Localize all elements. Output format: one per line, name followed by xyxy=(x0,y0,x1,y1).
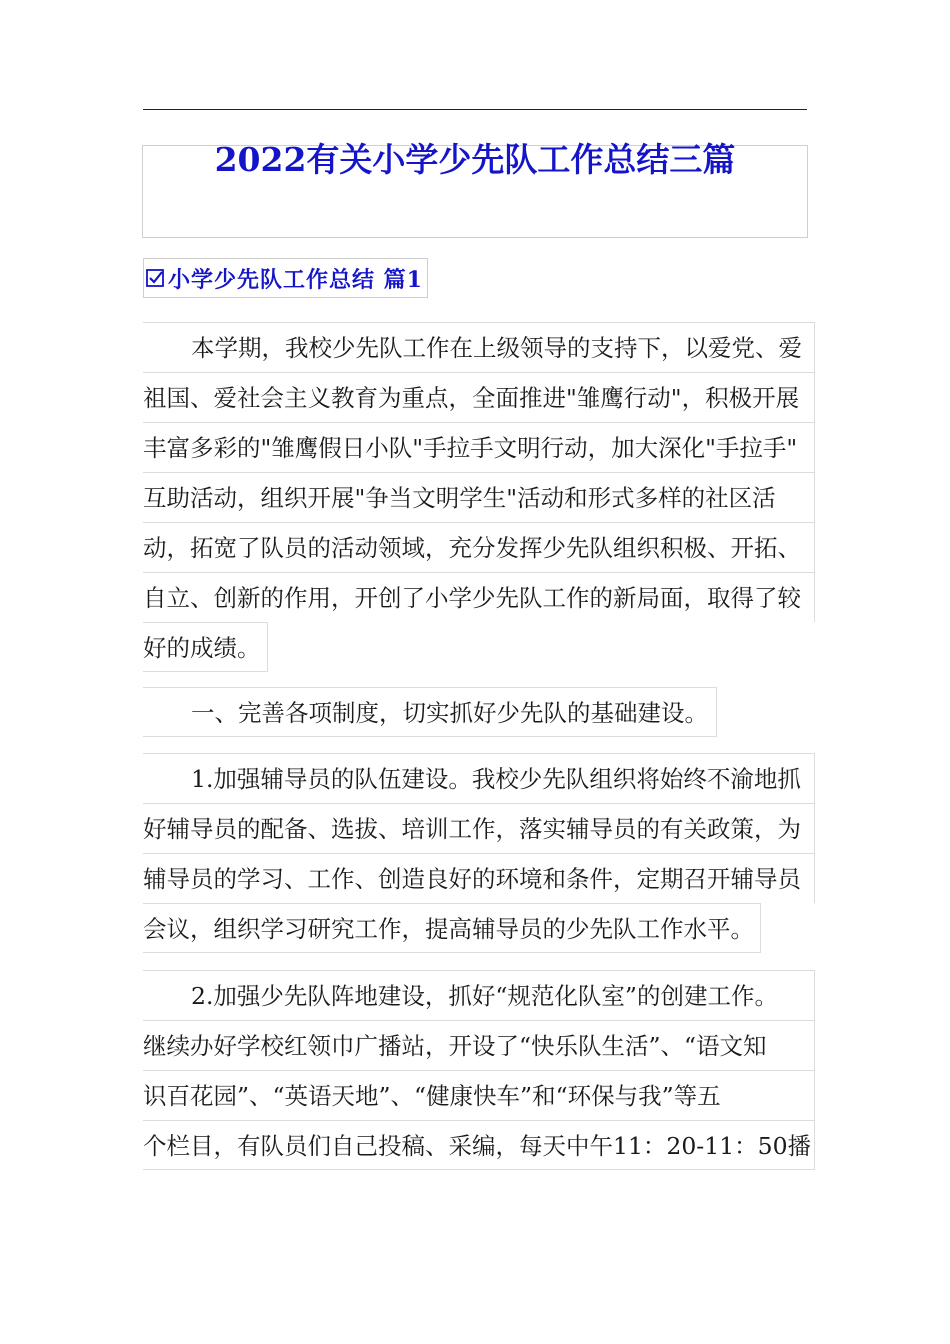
text-line: 一、完善各项制度，切实抓好少先队的基础建设。 xyxy=(143,687,717,737)
paragraph-section-one xyxy=(143,687,815,741)
header-rule xyxy=(143,109,807,110)
paragraph-item-two xyxy=(143,970,815,1170)
paragraph-intro xyxy=(143,322,815,676)
text-line: 动，拓宽了队员的活动领域，充分发挥少先队组织积极、开拓、 xyxy=(143,522,815,572)
text-line: 互助活动，组织开展"争当文明学生"活动和形式多样的社区活 xyxy=(143,472,815,522)
section-heading xyxy=(143,258,428,298)
document-title: 2022有关小学少先队工作总结三篇 xyxy=(214,140,736,179)
text-line: 1.加强辅导员的队伍建设。我校少先队组织将始终不渝地抓 xyxy=(143,753,815,803)
text-line: 2.加强少先队阵地建设，抓好“规范化队室”的创建工作。 xyxy=(143,970,815,1020)
checkbox-checked-icon xyxy=(146,269,164,287)
text-line: 个栏目，有队员们自己投稿、采编，每天中午11：20-11：50播 xyxy=(143,1120,815,1170)
text-line: 自立、创新的作用，开创了小学少先队工作的新局面，取得了较 xyxy=(143,572,815,622)
text-line: 继续办好学校红领巾广播站，开设了“快乐队生活”、“语文知 xyxy=(143,1020,815,1070)
text-line: 识百花园”、“英语天地”、“健康快车”和“环保与我”等五 xyxy=(143,1070,815,1120)
text-line: 祖国、爱社会主义教育为重点，全面推进"雏鹰行动"，积极开展 xyxy=(143,372,815,422)
paragraph-item-one xyxy=(143,753,815,957)
text-line: 辅导员的学习、工作、创造良好的环境和条件，定期召开辅导员 xyxy=(143,853,815,903)
text-line: 会议，组织学习研究工作，提高辅导员的少先队工作水平。 xyxy=(143,903,761,953)
section-heading-text: 小学少先队工作总结 篇1 xyxy=(168,266,423,293)
text-line: 好辅导员的配备、选拔、培训工作，落实辅导员的有关政策，为 xyxy=(143,803,815,853)
text-line: 丰富多彩的"雏鹰假日小队"手拉手文明行动，加大深化"手拉手" xyxy=(143,422,815,472)
text-line: 本学期，我校少先队工作在上级领导的支持下，以爱党、爱 xyxy=(143,322,815,372)
text-line: 好的成绩。 xyxy=(143,622,268,672)
